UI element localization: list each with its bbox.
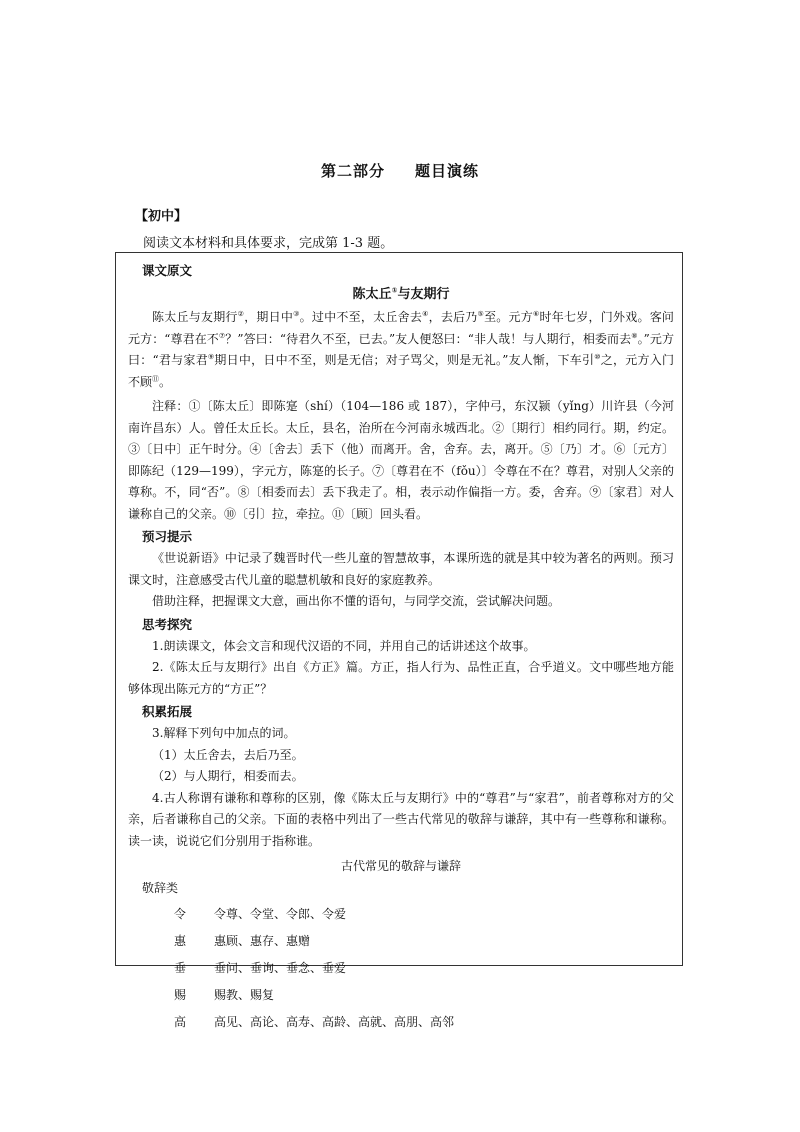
original-text: 陈太丘与友期行②，期日中③。过中不至，太丘舍去④，去后乃⑤至。元方⑥时年七岁，门外戏。客问元方：“尊君在不⑦？”答曰：“待君久不至，已去。”友人便怒曰：“非人哉！与人期行，相委而去⑧。”元方曰：“君与家君⑨期日中，日中不至，则是无信；对子骂父，则是无礼。”友人惭，下车引⑩之，元方入门不顾⑪。	[128, 310, 675, 389]
table-category: 敬辞类	[142, 881, 179, 895]
heading-accumulate: 积累拓展	[142, 704, 193, 719]
instruction-text: 阅读文本材料和具体要求，完成第 1-3 题。	[143, 236, 394, 251]
level-tag: 【初中】	[135, 209, 188, 224]
list-item	[128, 901, 674, 928]
question-3-item-1: （1）太丘舍去，去后乃至。	[152, 747, 304, 762]
heading-preview: 预习提示	[142, 529, 193, 544]
question-1: 1.朗读课文，体会文言和现代汉语的不同，并用自己的话讲述这个故事。	[152, 638, 536, 653]
preview-paragraph-2: 借助注释，把握课文大意，画出你不懂的语句，与同学交流，尝试解决问题。	[152, 594, 561, 608]
list-item-words: 高见、高论、高寿、高龄、高就、高朋、高邻	[214, 1015, 455, 1029]
question-4: 4.古人称谓有谦称和尊称的区别，像《陈太丘与友期行》中的“尊君”与“家君”，前者尊称对方的父亲，后者谦称自己的父亲。下面的表格中列出了一些古代常见的敬辞与谦辞，其中有一些尊称和谦称。读一读，说说它们分别用于指称谁。	[128, 790, 674, 848]
list-item	[128, 955, 674, 982]
text-title	[128, 283, 674, 302]
heading-original-text: 课文原文	[142, 263, 193, 278]
text-title-tail: 与友期行	[397, 287, 450, 302]
preview-paragraph-1: 《世说新语》中记录了魏晋时代一些儿童的智慧故事，本课所选的就是其中较为著名的两则。预习课文时，注意感受古代儿童的聪慧机敏和良好的家庭教养。	[128, 551, 674, 587]
list-item-words: 令尊、令堂、令郎、令爱	[214, 907, 347, 921]
page-title-topic: 题目演练	[415, 162, 480, 180]
list-item-key: 令	[173, 907, 186, 921]
text-title-main: 陈太丘	[352, 287, 392, 302]
list-item-words: 垂问、垂询、垂念、垂爱	[214, 961, 347, 975]
list-item-words: 惠顾、惠存、惠赠	[214, 934, 311, 948]
question-2: 2.《陈太丘与友期行》出自《方正》篇。方正，指人行为、品性正直，合乎道义。文中哪些地方能够体现出陈元方的“方正”？	[128, 660, 674, 696]
honorific-list	[128, 901, 674, 1036]
material-box	[115, 252, 683, 1029]
list-item-key: 垂	[173, 961, 186, 975]
list-item-key: 惠	[173, 934, 186, 948]
page-title-part: 第二部分	[320, 162, 385, 180]
page-title	[0, 160, 800, 181]
list-item-key: 高	[173, 1015, 186, 1029]
list-item-key: 赐	[173, 988, 186, 1002]
list-item-words: 赐教、赐复	[214, 988, 275, 1002]
list-item	[128, 1009, 674, 1036]
list-item	[128, 928, 674, 955]
table-title: 古代常见的敬辞与谦辞	[340, 859, 461, 873]
annotation-notes: 注释：①〔陈太丘〕即陈寔（shí）（104—186 或 187），字仲弓，东汉颍（yǐng）川许县（今河南许昌东）人。曾任太丘长。太丘，县名，治所在今河南永城西北。②〔期行〕相约同行。期，约定。③〔日中〕正午时分。④〔舍去〕丢下（他）而离开。舍，舍弃。去，离开。⑤〔乃〕才。⑥〔元方〕即陈纪（129—199），字元方，陈寔的长子。⑦〔尊君在不（fǒu）〕令尊在不在？尊君，对别人父亲的尊称。不，同“否”。⑧〔相委而去〕丢下我走了。相，表示动作偏指一方。委，舍弃。⑨〔家君〕对人谦称自己的父亲。⑩〔引〕拉，牵拉。⑪〔顾〕回头看。	[128, 399, 674, 521]
question-3-item-2: （2）与人期行，相委而去。	[152, 769, 304, 783]
heading-think: 思考探究	[142, 616, 193, 632]
text-title-footnote: ①	[391, 286, 398, 295]
list-item	[128, 982, 674, 1009]
question-3: 3.解释下列句中加点的词。	[152, 726, 296, 740]
